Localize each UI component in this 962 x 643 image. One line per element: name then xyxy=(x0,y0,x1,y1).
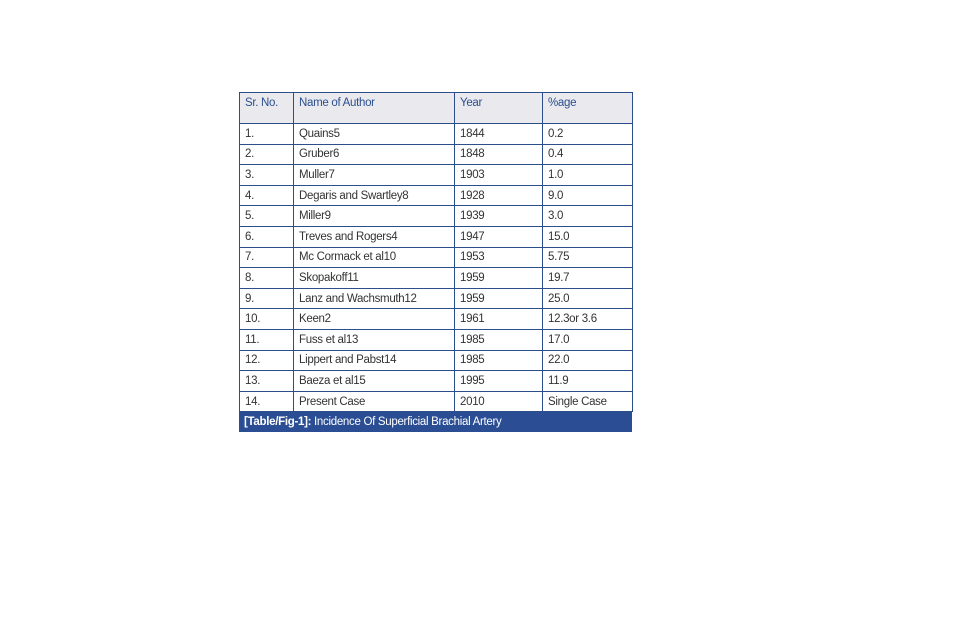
cell-sr-no: 4. xyxy=(240,185,294,206)
cell-author: Fuss et al13 xyxy=(294,329,455,350)
table-row xyxy=(240,329,633,350)
cell-year: 2010 xyxy=(455,391,543,412)
cell-percentage: 25.0 xyxy=(543,288,633,309)
cell-year: 1947 xyxy=(455,226,543,247)
cell-year: 1959 xyxy=(455,268,543,289)
cell-sr-no: 13. xyxy=(240,371,294,392)
cell-sr-no: 9. xyxy=(240,288,294,309)
cell-year: 1985 xyxy=(455,329,543,350)
header-sr-no: Sr. No. xyxy=(240,93,294,124)
cell-percentage: 1.0 xyxy=(543,165,633,186)
table-row xyxy=(240,371,633,392)
cell-year: 1844 xyxy=(455,124,543,145)
header-year: Year xyxy=(455,93,543,124)
cell-year: 1903 xyxy=(455,165,543,186)
cell-sr-no: 8. xyxy=(240,268,294,289)
table-row xyxy=(240,350,633,371)
figure-table xyxy=(239,92,632,432)
table-row xyxy=(240,268,633,289)
cell-author: Quains5 xyxy=(294,124,455,145)
cell-year: 1959 xyxy=(455,288,543,309)
cell-sr-no: 7. xyxy=(240,247,294,268)
cell-percentage: 19.7 xyxy=(543,268,633,289)
cell-sr-no: 3. xyxy=(240,165,294,186)
table-row xyxy=(240,206,633,227)
cell-year: 1939 xyxy=(455,206,543,227)
cell-percentage: 17.0 xyxy=(543,329,633,350)
cell-sr-no: 12. xyxy=(240,350,294,371)
cell-author: Present Case xyxy=(294,391,455,412)
cell-year: 1953 xyxy=(455,247,543,268)
cell-percentage: 12.3or 3.6 xyxy=(543,309,633,330)
cell-author: Gruber6 xyxy=(294,144,455,165)
cell-author: Keen2 xyxy=(294,309,455,330)
table-row xyxy=(240,144,633,165)
cell-percentage: 5.75 xyxy=(543,247,633,268)
cell-year: 1995 xyxy=(455,371,543,392)
author-incidence-table xyxy=(239,92,633,412)
cell-sr-no: 6. xyxy=(240,226,294,247)
table-row xyxy=(240,165,633,186)
cell-year: 1961 xyxy=(455,309,543,330)
table-row xyxy=(240,226,633,247)
cell-author: Miller9 xyxy=(294,206,455,227)
cell-percentage: 0.4 xyxy=(543,144,633,165)
cell-sr-no: 11. xyxy=(240,329,294,350)
table-row xyxy=(240,124,633,145)
table-header xyxy=(240,93,633,124)
cell-percentage: 3.0 xyxy=(543,206,633,227)
cell-year: 1928 xyxy=(455,185,543,206)
table-body xyxy=(240,124,633,412)
cell-percentage: 22.0 xyxy=(543,350,633,371)
table-caption xyxy=(239,412,632,432)
caption-label: [Table/Fig-1]: xyxy=(244,416,312,429)
cell-percentage: 11.9 xyxy=(543,371,633,392)
cell-author: Skopakoff11 xyxy=(294,268,455,289)
cell-sr-no: 10. xyxy=(240,309,294,330)
cell-author: Lanz and Wachsmuth12 xyxy=(294,288,455,309)
table-row xyxy=(240,288,633,309)
cell-percentage: 0.2 xyxy=(543,124,633,145)
cell-percentage: 15.0 xyxy=(543,226,633,247)
table-row xyxy=(240,185,633,206)
cell-author: Lippert and Pabst14 xyxy=(294,350,455,371)
header-percentage: %age xyxy=(543,93,633,124)
cell-author: Mc Cormack et al10 xyxy=(294,247,455,268)
cell-author: Muller7 xyxy=(294,165,455,186)
header-row xyxy=(240,93,633,124)
cell-author: Baeza et al15 xyxy=(294,371,455,392)
cell-percentage: Single Case xyxy=(543,391,633,412)
cell-author: Degaris and Swartley8 xyxy=(294,185,455,206)
header-author: Name of Author xyxy=(294,93,455,124)
cell-sr-no: 14. xyxy=(240,391,294,412)
cell-sr-no: 5. xyxy=(240,206,294,227)
table-row xyxy=(240,309,633,330)
cell-author: Treves and Rogers4 xyxy=(294,226,455,247)
caption-text: Incidence Of Superficial Brachial Artery xyxy=(311,416,502,429)
cell-sr-no: 2. xyxy=(240,144,294,165)
cell-year: 1985 xyxy=(455,350,543,371)
cell-sr-no: 1. xyxy=(240,124,294,145)
cell-year: 1848 xyxy=(455,144,543,165)
table-row xyxy=(240,391,633,412)
cell-percentage: 9.0 xyxy=(543,185,633,206)
table-row xyxy=(240,247,633,268)
